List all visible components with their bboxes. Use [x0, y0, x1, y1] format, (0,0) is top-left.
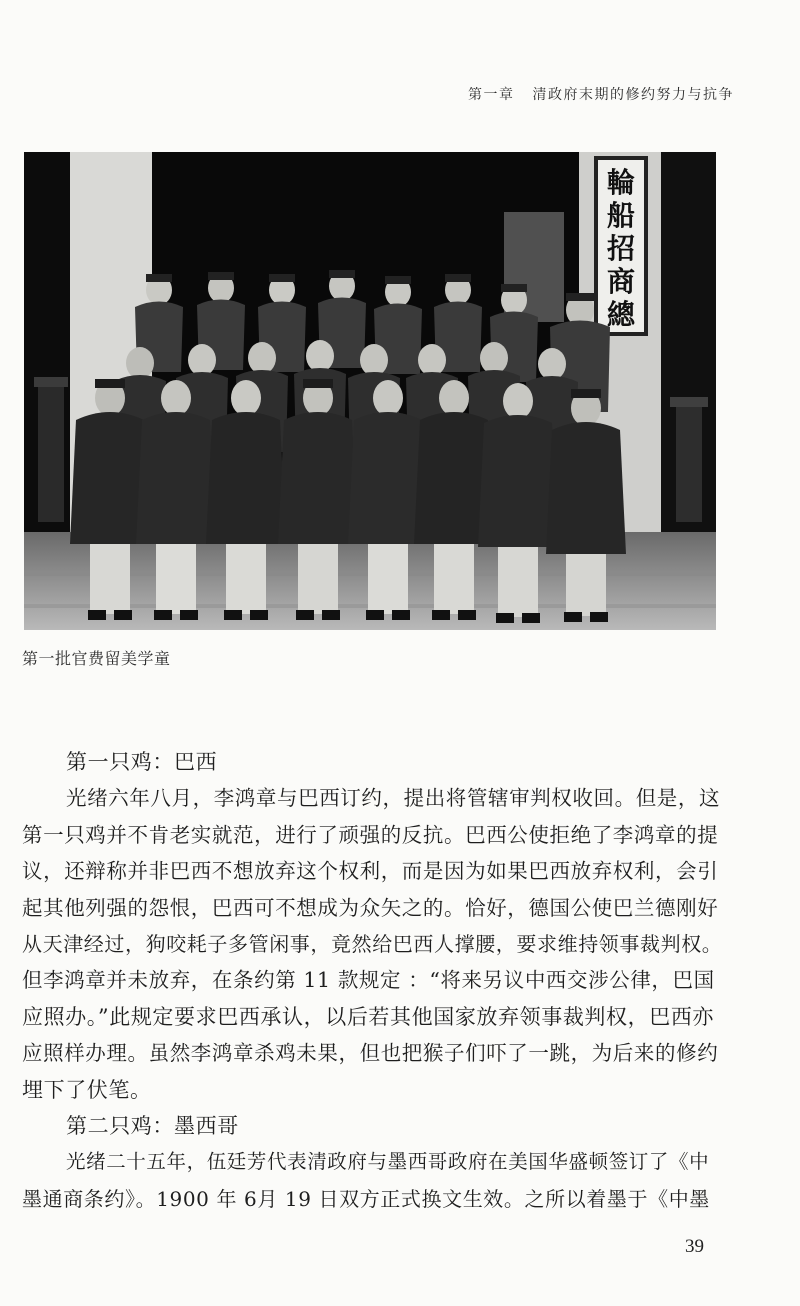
- page-number: 39: [685, 1236, 704, 1257]
- paragraph-line: 墨通商条约》。1900 年 6月 19 日双方正式换文生效。之所以着墨于《中墨: [22, 1186, 710, 1211]
- paragraph-line: 议，还辩称并非巴西不想放弃这个权利，而是因为如果巴西放弃权利，会引: [22, 859, 719, 884]
- svg-text:輪: 輪: [606, 166, 636, 199]
- paragraph-line: 第一只鸡并不肯老实就范，进行了顽强的反抗。巴西公使拒绝了李鸿章的提: [22, 822, 719, 847]
- svg-text:商: 商: [606, 265, 636, 298]
- section-heading-brazil: 第一只鸡：巴西: [66, 750, 218, 774]
- body-text: [22, 744, 722, 1217]
- chapter-number: 第一章: [468, 87, 515, 103]
- paragraph-line: 光绪二十五年，伍廷芳代表清政府与墨西哥政府在美国华盛顿签订了《中: [66, 1150, 710, 1174]
- svg-text:招: 招: [606, 232, 636, 265]
- paragraph-line: 应照样办理。虽然李鸿章杀鸡未果，但也把猴子们吓了一跳，为后来的修约: [22, 1041, 719, 1066]
- chapter-title: 清政府末期的修约努力与抗争: [532, 87, 734, 103]
- paragraph-line: 但李鸿章并未放弃，在条约第 11 款规定 ：“将来另议中西交涉公律，巴国: [22, 968, 715, 993]
- figure-caption: 第一批官费留美学童: [22, 649, 171, 668]
- svg-text:總: 總: [606, 298, 636, 331]
- paragraph-line: 应照办。”此规定要求巴西承认，以后若其他国家放弃领事裁判权，巴西亦: [22, 1004, 715, 1029]
- paragraph-line: 埋下了伏笔。: [22, 1077, 152, 1102]
- section-heading-mexico: 第二只鸡：墨西哥: [66, 1113, 239, 1138]
- paragraph-line: 起其他列强的怨恨，巴西可不想成为众矢之的。恰好，德国公使巴兰德刚好: [22, 895, 719, 920]
- paragraph-line: 从天津经过，狗咬耗子多管闲事，竟然给巴西人撑腰，要求维持领事裁判权。: [22, 931, 723, 956]
- paragraph-line: 光绪六年八月，李鸿章与巴西订约，提出将管辖审判权收回。但是，这: [66, 786, 721, 811]
- historical-photo: [24, 152, 716, 630]
- svg-text:船: 船: [606, 199, 636, 232]
- running-header: [468, 84, 734, 104]
